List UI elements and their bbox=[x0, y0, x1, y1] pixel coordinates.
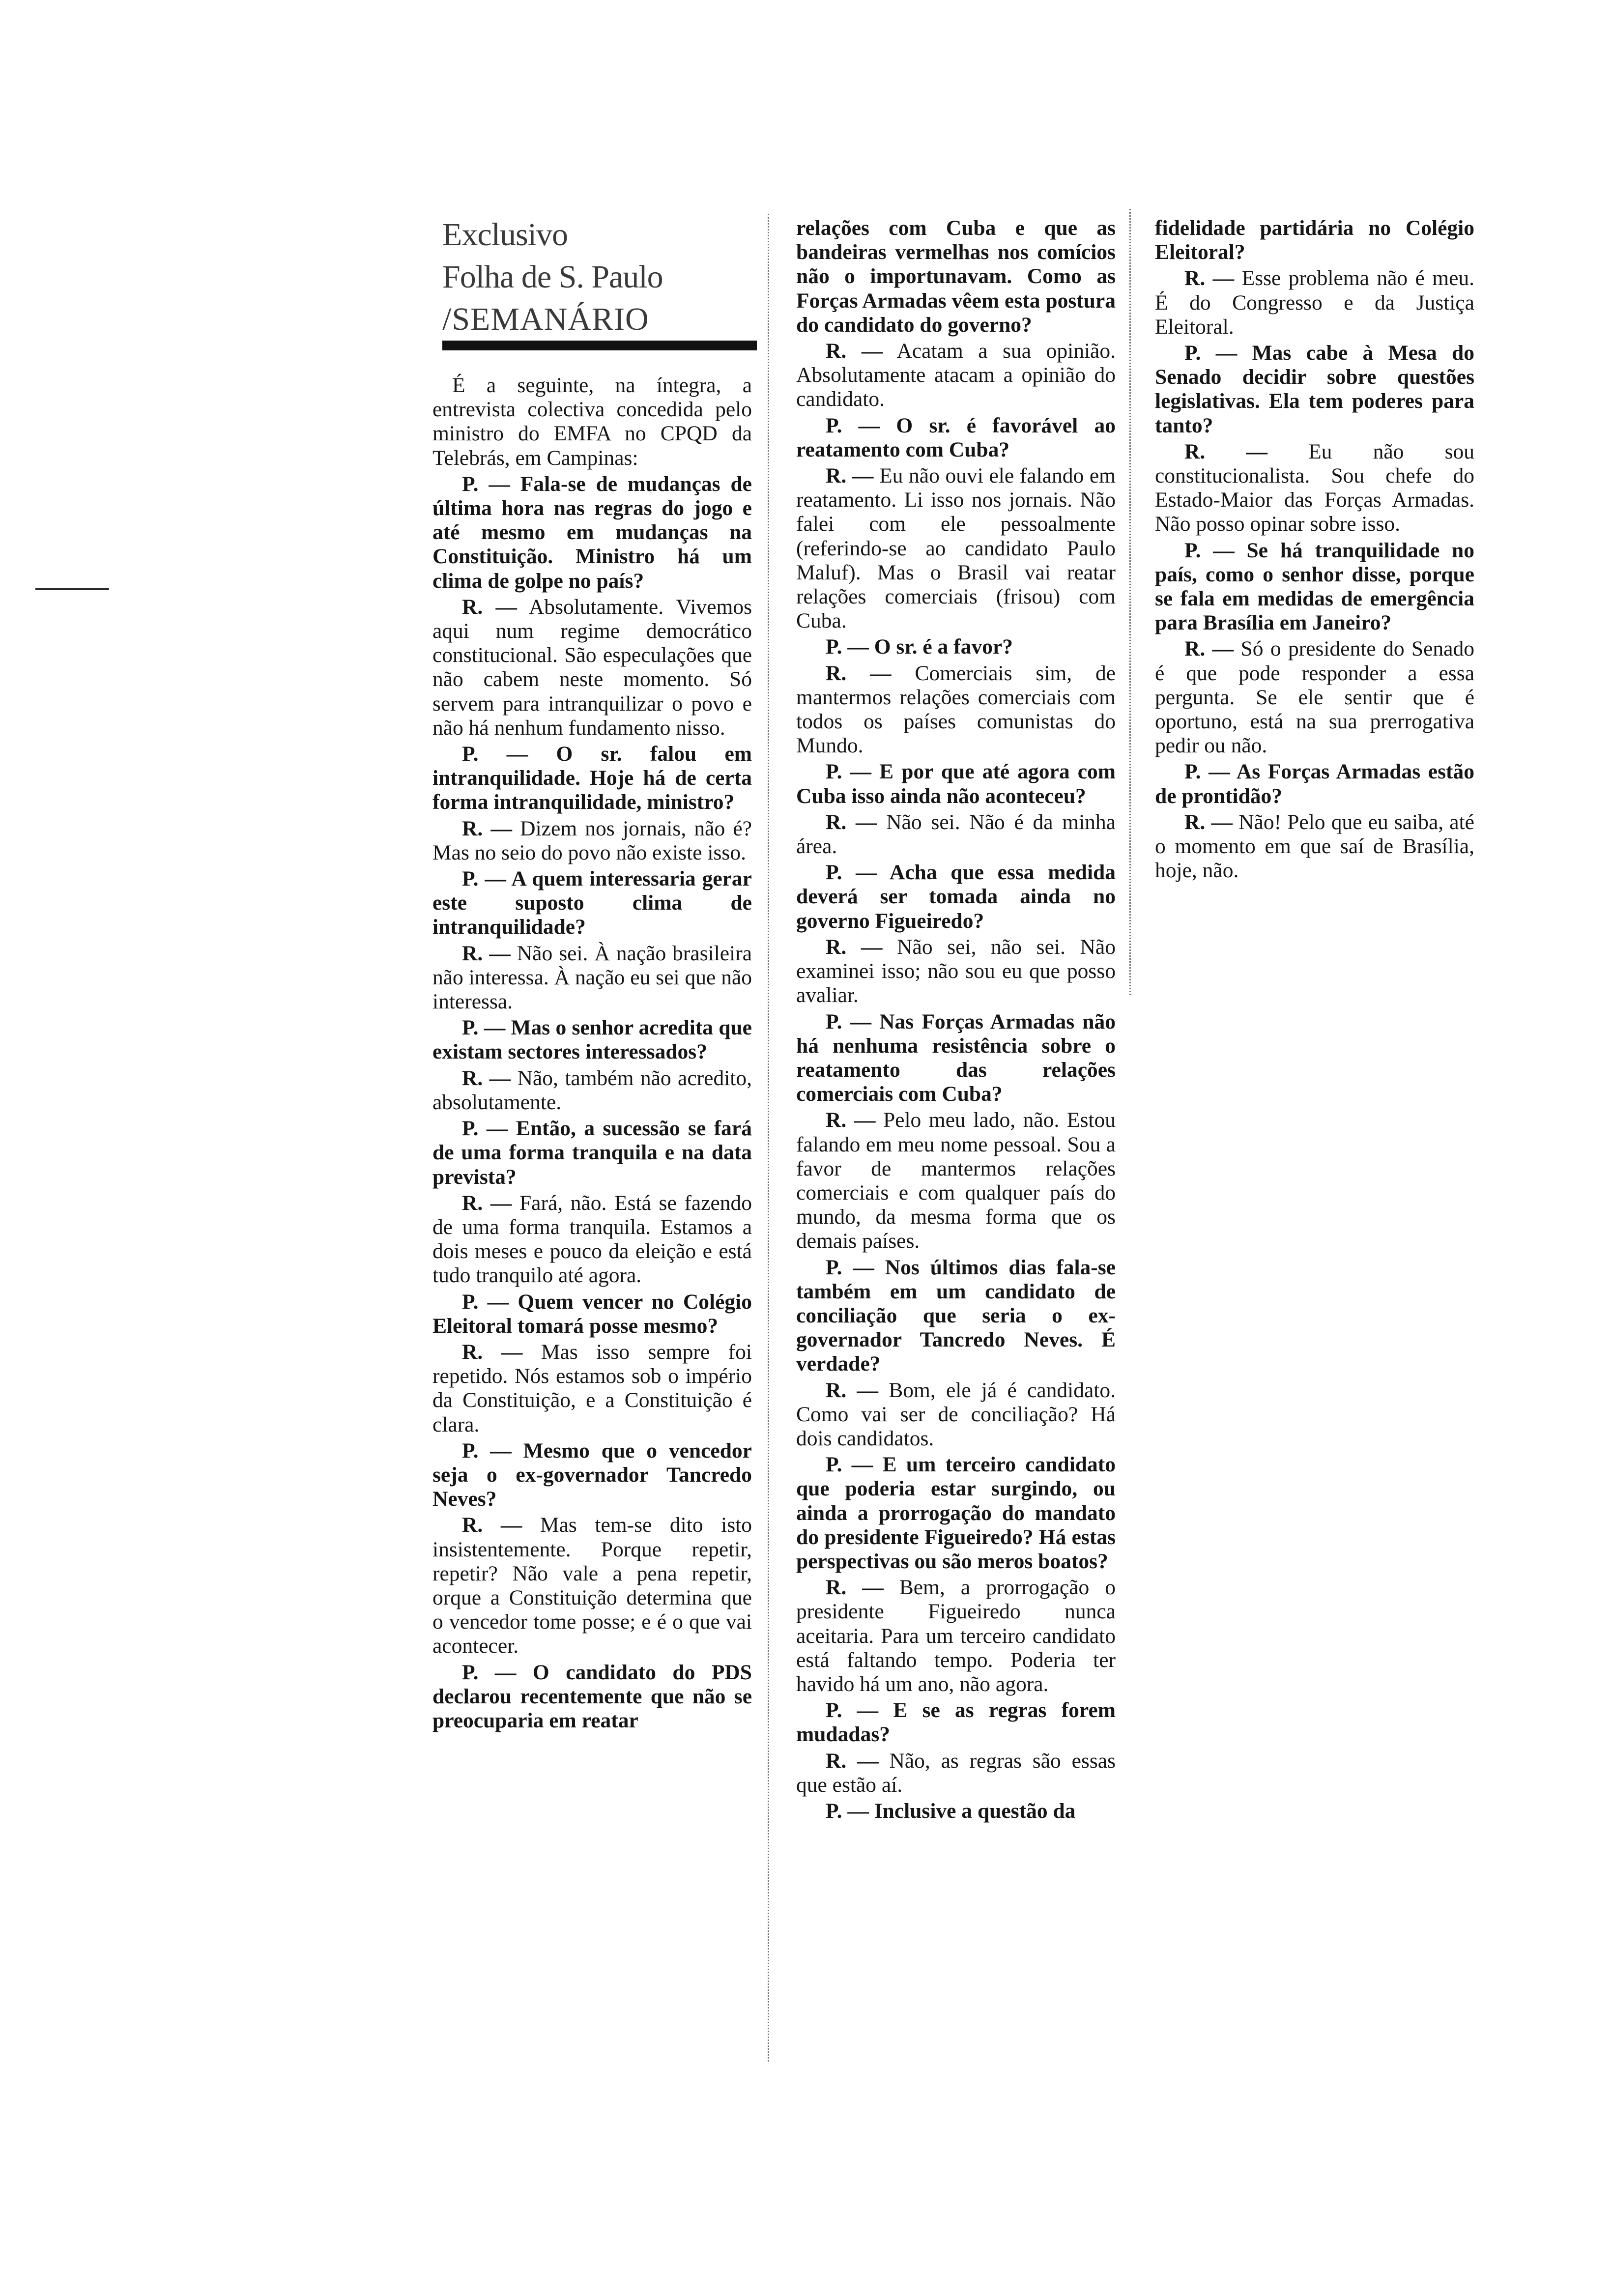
answer-paragraph: R. — Não sei. Não é da minha área. bbox=[796, 810, 1116, 859]
question-paragraph: P. — Fala-se de mudanças de última hora nas regras do jogo e até mesmo em mudanças na Constituição. Ministro há um clima de golpe no país? bbox=[432, 472, 752, 593]
answer-paragraph: R. — Não! Pelo que eu saiba, até o momento em que saí de Brasília, hoje, não. bbox=[1155, 810, 1474, 883]
answer-paragraph: R. — Dizem nos jornais, não é? Mas no seio do povo não existe isso. bbox=[432, 816, 752, 864]
question-paragraph: P. — Quem vencer no Colégio Eleitoral tomará posse mesmo? bbox=[432, 1290, 752, 1338]
question-paragraph: P. — E se as regras forem mudadas? bbox=[796, 1698, 1116, 1747]
column-2 bbox=[796, 216, 1116, 1825]
answer-paragraph: R. — Não, também não acredito, absolutamente. bbox=[432, 1066, 752, 1114]
answer-paragraph: R. — Absolutamente. Vivemos aqui num regime democrático constitucional. São especulações que não cabem neste momento. Só servem para intranquilizar o povo e não há nenhum fundamento nisso. bbox=[432, 595, 752, 740]
answer-paragraph: R. — Só o presidente do Senado é que pode responder a essa pergunta. Se ele sentir que é oportuno, está na sua prerrogativa pedir ou não. bbox=[1155, 637, 1474, 758]
question-paragraph: fidelidade partidária no Colégio Eleitoral? bbox=[1155, 216, 1474, 264]
answer-paragraph: R. — Bom, ele já é candidato. Como vai ser de conciliação? Há dois candidatos. bbox=[796, 1378, 1116, 1450]
answer-paragraph: R. — Fará, não. Está se fazendo de uma forma tranquila. Estamos a dois meses e pouco da eleição e está tudo tranquilo até agora. bbox=[432, 1191, 752, 1288]
answer-paragraph: R. — Comerciais sim, de mantermos relações comerciais com todos os países comunistas do Mundo. bbox=[796, 661, 1116, 758]
answer-paragraph: R. — Bem, a prorrogação o presidente Figueiredo nunca aceitaria. Para um terceiro candidato está faltando tempo. Poderia ter havido há um ano, não agora. bbox=[796, 1576, 1116, 1696]
masthead-exclusivo: Exclusivo bbox=[442, 217, 568, 253]
question-paragraph: P. — Então, a sucessão se fará de uma forma tranquila e na data prevista? bbox=[432, 1117, 752, 1189]
newspaper-clipping bbox=[418, 204, 1499, 2062]
answer-paragraph: R. — Pelo meu lado, não. Estou falando em meu nome pessoal. Sou a favor de mantermos relações comerciais e com qualquer país do mundo, da mesma forma que os demais países. bbox=[796, 1108, 1116, 1253]
masthead bbox=[442, 214, 747, 341]
question-paragraph: P. — O sr. é favorável ao reatamento com Cuba? bbox=[796, 413, 1116, 461]
question-paragraph: P. — Acha que essa medida deverá ser tomada ainda no governo Figueiredo? bbox=[796, 861, 1116, 933]
answer-paragraph: R. — Eu não ouvi ele falando em reatamento. Li isso nos jornais. Não falei com ele pessoalmente (referindo-se ao candidato Paulo Maluf). Mas o Brasil vai reatar relações comerciais (frisou) com Cuba. bbox=[796, 464, 1116, 633]
scan-mark bbox=[35, 588, 109, 590]
question-paragraph: relações com Cuba e que as bandeiras vermelhas nos comícios não o importunavam. Como as Forças Armadas vêem esta postura do candidato do governo? bbox=[796, 216, 1116, 337]
answer-paragraph: R. — Eu não sou constitucionalista. Sou chefe do Estado-Maior das Forças Armadas. Não posso opinar sobre isso. bbox=[1155, 439, 1474, 536]
question-paragraph: P. — As Forças Armadas estão de prontidão? bbox=[1155, 760, 1474, 808]
question-paragraph: P. — Mesmo que o vencedor seja o ex-governador Tancredo Neves? bbox=[432, 1438, 752, 1511]
answer-paragraph: R. — Mas tem-se dito isto insistentemente. Porque repetir, repetir? Não vale a pena repetir, orque a Constituição determina que o vencedor tome posse; e é o que vai acontecer. bbox=[432, 1513, 752, 1658]
masthead-rule bbox=[442, 341, 757, 350]
answer-paragraph: R. — Acatam a sua opinião. Absolutamente atacam a opinião do candidato. bbox=[796, 339, 1116, 411]
answer-paragraph: R. — Não sei. À nação brasileira não interessa. À nação eu sei que não interessa. bbox=[432, 941, 752, 1014]
question-paragraph: P. — Nos últimos dias fala-se também em um candidato de conciliação que seria o ex-governador Tancredo Neves. É verdade? bbox=[796, 1255, 1116, 1376]
question-paragraph: P. — Nas Forças Armadas não há nenhuma resistência sobre o reatamento das relações comerciais com Cuba? bbox=[796, 1009, 1116, 1106]
question-paragraph: P. — Inclusive a questão da bbox=[826, 1799, 1076, 1823]
masthead-newspaper: Folha de S. Paulo bbox=[442, 259, 663, 295]
intro-paragraph: É a seguinte, na íntegra, a entrevista colectiva concedida pelo ministro do EMFA no CPQD da Telebrás, em Campinas: bbox=[432, 373, 752, 470]
column-3 bbox=[1155, 216, 1474, 885]
question-paragraph: P. — O sr. falou em intranquilidade. Hoje há de certa forma intranquilidade, ministro? bbox=[432, 742, 752, 814]
answer-paragraph: R. — Não, as regras são essas que estão aí. bbox=[796, 1749, 1116, 1797]
column-divider-1 bbox=[768, 214, 769, 2062]
question-paragraph: P. — Mas cabe à Mesa do Senado decidir sobre questões legislativas. Ela tem poderes para tanto? bbox=[1155, 341, 1474, 437]
question-paragraph: P. — Mas o senhor acredita que existam sectores interessados? bbox=[432, 1016, 752, 1064]
masthead-semanario: /SEMANÁRIO bbox=[442, 301, 649, 337]
question-paragraph: P. — O candidato do PDS declarou recentemente que não se preocuparia em reatar bbox=[432, 1660, 752, 1732]
question-paragraph: P. — E um terceiro candidato que poderia estar surgindo, ou ainda a prorrogação do mandato do presidente Figueiredo? Há estas perspectivas ou são meros boatos? bbox=[796, 1453, 1116, 1573]
question-paragraph: P. — Se há tranquilidade no país, como o senhor disse, porque se fala em medidas de emergência para Brasília em Janeiro? bbox=[1155, 538, 1474, 635]
question-paragraph: P. — E por que até agora com Cuba isso ainda não aconteceu? bbox=[796, 760, 1116, 808]
column-1 bbox=[432, 373, 752, 1735]
answer-paragraph: R. — Não sei, não sei. Não examinei isso; não sou eu que posso avaliar. bbox=[796, 935, 1116, 1007]
question-paragraph: P. — A quem interessaria gerar este suposto clima de intranquilidade? bbox=[432, 867, 752, 939]
question-paragraph: P. — O sr. é a favor? bbox=[826, 635, 1013, 659]
answer-paragraph: R. — Mas isso sempre foi repetido. Nós estamos sob o império da Constituição, e a Constituição é clara. bbox=[432, 1340, 752, 1436]
column-divider-2 bbox=[1129, 209, 1131, 995]
answer-paragraph: R. — Esse problema não é meu. É do Congresso e da Justiça Eleitoral. bbox=[1155, 266, 1475, 339]
